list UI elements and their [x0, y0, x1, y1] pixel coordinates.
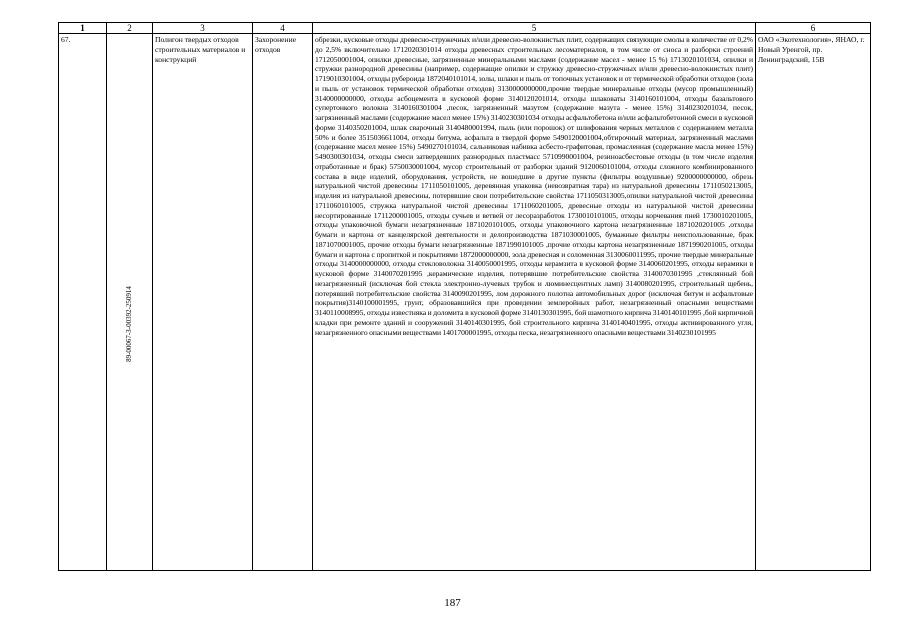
- header-col-6: 6: [756, 23, 871, 34]
- header-row: [59, 23, 871, 34]
- table-row: [59, 34, 871, 571]
- header-col-3: 3: [153, 23, 253, 34]
- operator-address: ОАО «Экотехнология», ЯНАО, г. Новый Уренгой, пр. Ленинградский, 15В: [756, 34, 871, 571]
- row-number: 67.: [59, 34, 107, 571]
- waste-registry-table: [58, 22, 871, 571]
- object-name: Полигон твердых отходов строительных материалов и конструкций: [153, 34, 253, 571]
- header-col-5: 5: [313, 23, 756, 34]
- registry-code-cell: [107, 34, 153, 571]
- header-col-2: 2: [107, 23, 153, 34]
- header-col-4: 4: [253, 23, 313, 34]
- header-col-1: 1: [59, 23, 107, 34]
- page-number: 187: [444, 597, 461, 609]
- registry-code: 89-00067-З-00392-250914: [124, 286, 133, 362]
- object-purpose: Захоронение отходов: [253, 34, 313, 571]
- waste-list: обрезки, кусковые отходы древесно-стружечных и/или древесно-волокнистых плит, содержащих связующие смолы в количестве от 0,2% до 2,5% включительно 1712020301014 отходы древесных строительных лесоматериалов, в том числе от сноса и разборки строений 1712050001004, опилки древесные, загрязненные минеральными маслами (содержание масел - менее 15 %) 1713020101034, опилки и стружки разнородной древесины (например, содержащие опилки и стружку древесно-стружечных и/или древесно-волокнистых плит) 1719010301004, отходы рубероида 1872040101014, золы, шлаки и пыль от топочных установок и от термической обработки отходов (зола и пыль от установок термической обработки отходов) 3130000000000,прочие твердые минеральные отходы (мусор промышленный) 3140000000000, отходы асбоцемента в кусковой форме 3140120201014, отходы шлаковаты 3140160101004, отходы базальтового супертонкого волокна 3140160301004 ,песок, загрязненный мазутом (содержание мазута - менее 15%) 3140230201034, песок, загрязненный маслами (содержание масел менее 15%) 3140230301034 отходы асфальтобетона и/или асфальтобетонной смеси в кусковой форме 3140350201004, шлак сварочный 3140480001994, пыль (или порошок) от шлифования черных металлов с содержанием металла 50% и более 3515036611004, отходы битума, асфальта в твердой форме 5490120001004,обтирочный материал, загрязненный маслами (содержание масел менее 15%) 5490270101034, сальниковая набивка асбесто-графитовая, промасленная (содержание масла менее 15%) 5490300301034, отходы смеси затвердевших разнородных пластмасс 5710990001004, резиноасбестовые отходы (в том числе изделия отработанные и брак) 5750030001004, мусор строительный от разборки зданий 9120060101004, отходы сложного комбинированного состава в виде изделий, оборудования, устройств, не вошедшие в другие пункты (фильтры воздушные) 9200000000000, обрезь натуральной чистой древесины 1711050101005, деревянная упаковка (невозвратная тара) из натуральной древесины 1711050213005, изделия из натуральной древесины, потерявшие свои потребительские свойства 1711050313005,опилки натуральной чистой древесины 1711060101005, стружка натуральной чистой древесины 1711060201005, древесные отходы из натуральной чистой древесины несортированные 1711200001005, отходы сучьев и ветвей от лесоразработок 1730010101005, отходы корчевания пней 1730010201005, отходы упаковочной бумаги незагрязненные 1871020101005, отходы упаковочного картона незагрязненные 1871020201005 ,отходы бумаги и картона от канцелярской деятельности и делопроизводства 1871030001005, бумажные фильтры неиспользованные, брак 1871070001005, прочие отходы бумаги незагрязненные 1871990101005 ,прочие отходы картона незагрязненные 1871990201005, отходы бумаги и картона с пропиткой и покрытиями 1872000000000, зола древесная и соломенная 3130060011995, прочие твердые минеральные отходы 3140000000000, отходы стекловолокна 3140050001995, отходы керамзита в кусковой форме 3140060201995, отходы керамики в кусковой форме 3140070201995 ,керамические изделия, потерявшие потребительские свойства 3140070301995 ,стеклянный бой незагрязненный (исключая бой стекла электронно-лучевых трубок и люминесцентных ламп) 3140080201995, строительный щебень, потерявший потребительские свойства 3140090201995, лом дорожного полотна автомобильных дорог (исключая битум и асфальтовые покрытия)3140100001995, грунт, образовавшийся при проведении землеройных работ, незагрязненный опасными веществами 3140110008995, отходы известняка и доломита в кусковой форме 3140130301995, бой шамотного кирпича 3140140101995 ,бой кирпичной кладки при ремонте зданий и сооружений 3140140301995, бой строительного кирпича 3140140401995, отходы активированного угля, незагрязненного опасными веществами 1401700001995, отходы песка, незагрязненного опасными веществами 3140230101995: [313, 34, 756, 571]
